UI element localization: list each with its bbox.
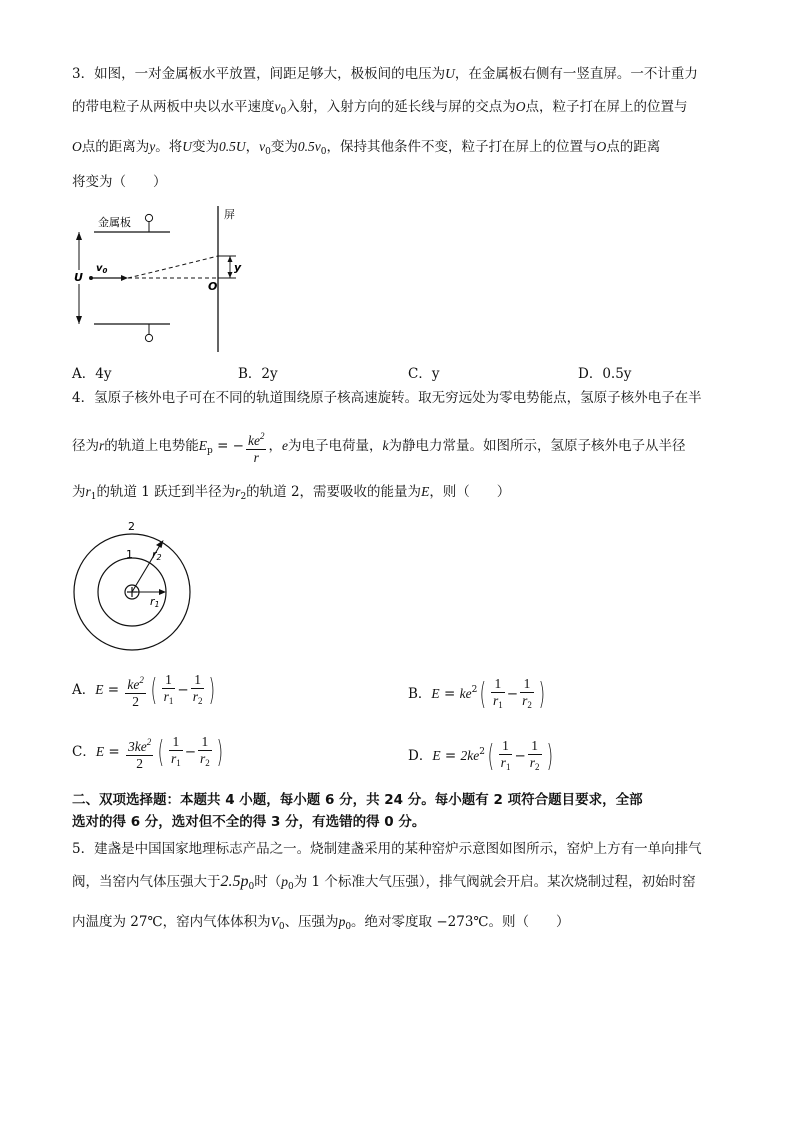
section2-heading-line1: 二、双项选择题：本题共 4 小题，每小题 6 分，共 24 分。每小题有 2 项符合题目要求，全部 (72, 792, 643, 808)
q5-line1: 5．建盏是中国国家地理标志产品之一。烧制建盏采用的某种窑炉示意图如图所示，窑炉上方有一单向排气 (72, 841, 702, 857)
top-terminal (145, 214, 152, 221)
q5-line3: 内温度为 27℃，窑内气体体积为$V_0$、压强为$p_0$。绝对零度取 −273℃。则（ ） (72, 914, 570, 932)
r2-label: r2 (152, 548, 162, 562)
q4-option-a[interactable]: A．E = $\frac{ke^2}{2}$ ( $\frac{1}{r_1}$ − $\frac{1}{r_2}$ ) (72, 672, 216, 709)
bottom-terminal (145, 334, 152, 341)
q3-option-b[interactable]: B．2y (238, 366, 278, 382)
screen-label: 屏 (224, 208, 235, 221)
y-label: y (234, 261, 242, 274)
q3-line4: 将变为（ ） (72, 174, 167, 190)
q4-option-c[interactable]: C．E = $\frac{3ke^2}{2}$ ( $\frac{1}{r_1}$ − $\frac{1}{r_2}$ ) (72, 734, 223, 771)
q3-line3: O点的距离为y。将U变为0.5U，$v_0$变为$0.5v_0$，保持其他条件不变，粒子打在屏上的位置与O点的距离 (72, 139, 661, 157)
q3-option-d[interactable]: D．0.5y (578, 366, 632, 382)
section2-heading-line2: 选对的得 6 分，选对但不全的得 3 分，有选错的得 0 分。 (72, 814, 426, 830)
q5-line2: 阀，当窑内气体压强大于$2.5p_0$时（$p_0$为 1 个标准大气压强），排气阀就会开启。某次烧制过程，初始时窑 (72, 873, 696, 892)
q4-line3: 为$r_1$的轨道 1 跃迁到半径为$r_2$的轨道 2，需要吸收的能量为E，则（ ） (72, 484, 511, 502)
q4-line2: 径为r的轨道上电势能$E_p$ = − $\frac{ke^2}{r}$ ，e为电子电荷量，k为静电力常量。如图所示，氢原子核外电子从半径 (72, 426, 685, 471)
q3-line2: 的带电粒子从两板中央以水平速度$v_0$入射，入射方向的延长线与屏的交点为O点，粒子打在屏上的位置与 (72, 99, 688, 117)
q4-option-d[interactable]: D．$E = 2ke^2$( $\frac{1}{r_1}$ − $\frac{1}{r_2}$ ) (408, 738, 553, 774)
r1-label: r1 (150, 595, 160, 609)
q3-option-c[interactable]: C．y (408, 366, 440, 382)
orbit-1-label: 1 (126, 548, 133, 561)
plate-label: 金属板 (98, 216, 131, 229)
capacitor-figure (70, 202, 260, 357)
voltage-label: U (74, 271, 83, 284)
q4-line1: 4．氢原子核外电子可在不同的轨道围绕原子核高速旋转。取无穷远处为零电势能点，氢原子核外电子在半 (72, 390, 702, 406)
velocity-label: $v_0$ (96, 263, 108, 275)
orbit-figure (70, 518, 200, 653)
O-label: O (208, 280, 218, 293)
trajectory (128, 256, 218, 278)
ep-fraction: $\frac{ke^2}{r}$ (246, 428, 266, 466)
q3-option-a[interactable]: A．4y (72, 366, 112, 382)
orbit-2-label: 2 (128, 520, 135, 533)
q3-line1: 3．如图，一对金属板水平放置，间距足够大，极板间的电压为U，在金属板右侧有一竖直屏。一不计重力 (72, 66, 698, 82)
q4-option-b[interactable]: B．$E = ke^2$( $\frac{1}{r_1}$ − $\frac{1}{r_2}$ ) (408, 676, 545, 712)
